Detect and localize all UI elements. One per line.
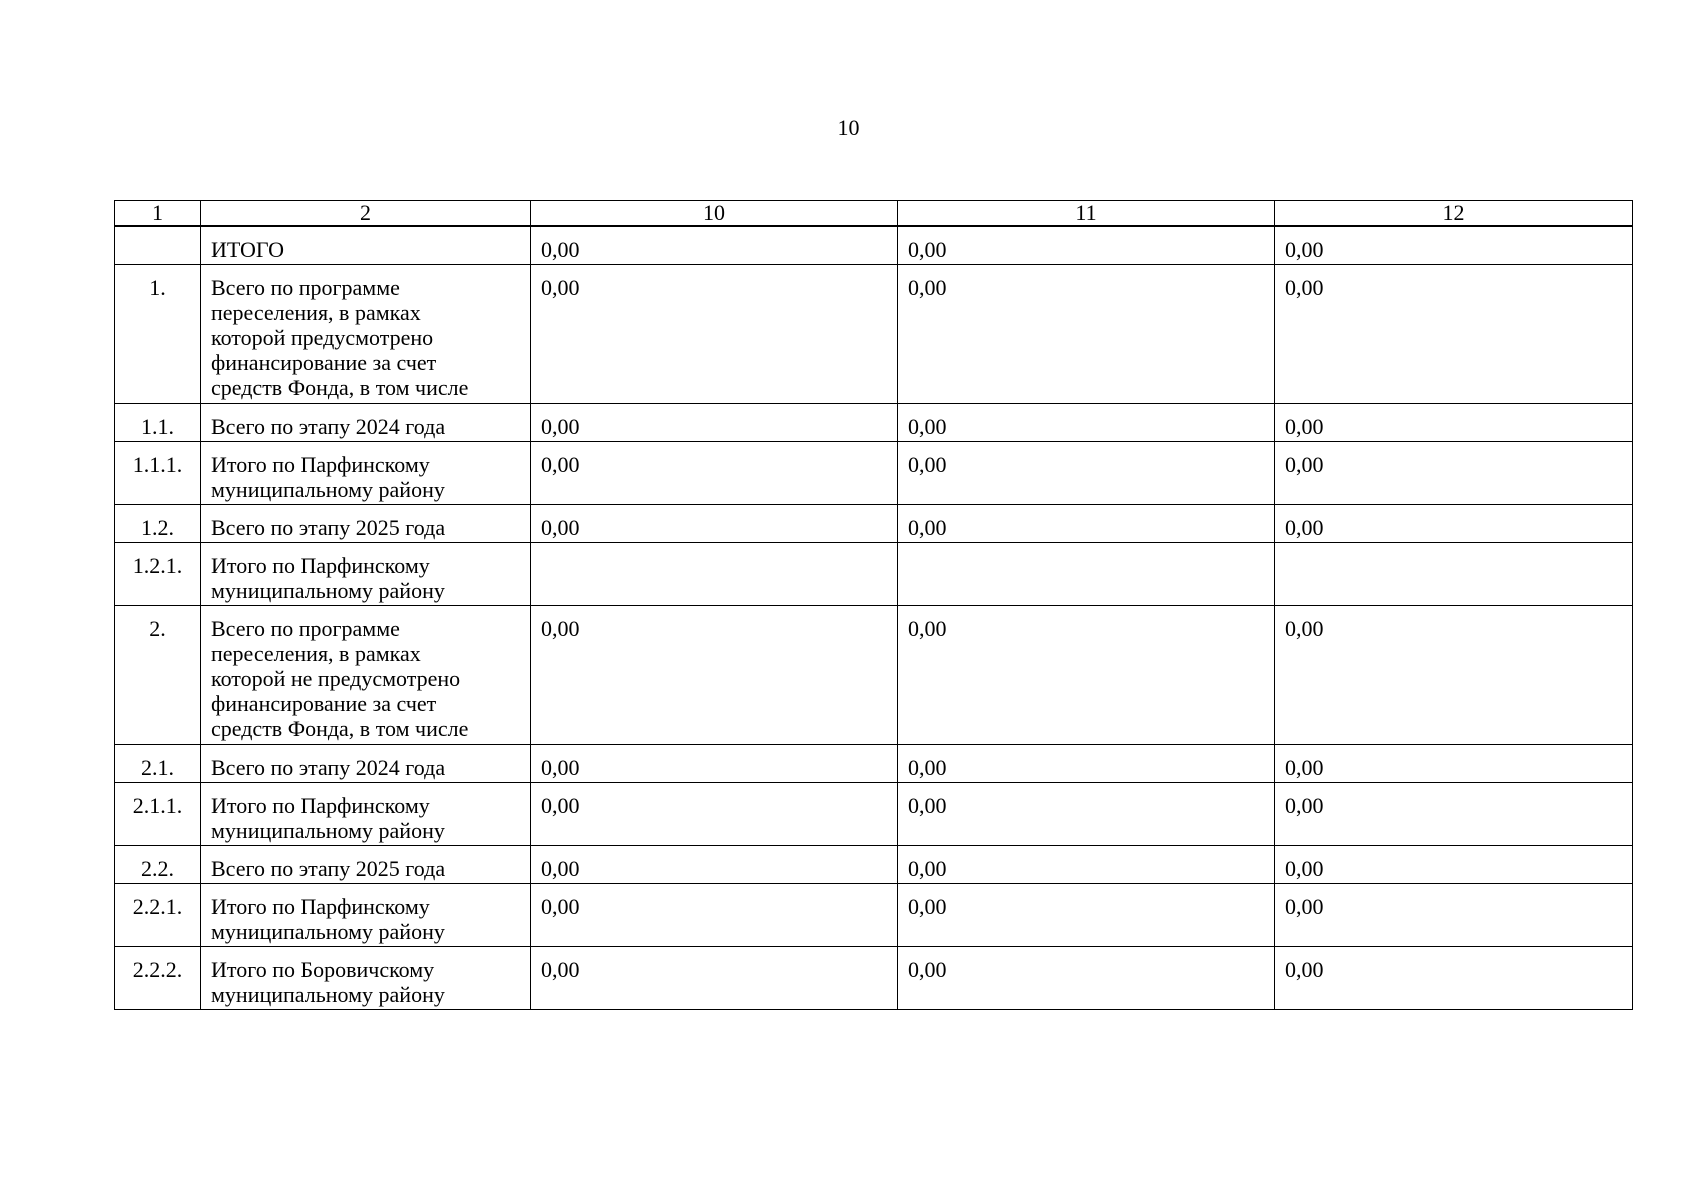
value-cell-10: 0,00 [531, 264, 898, 403]
row-name-cell [201, 441, 531, 504]
row-name-line: Итого по Боровичскому [211, 956, 435, 982]
value-cell-11: 0,00 [898, 264, 1275, 403]
table-row [115, 883, 1633, 946]
table-row [115, 403, 1633, 441]
row-number-cell: 2.2.1. [115, 883, 201, 946]
value-cell-12: 0,00 [1275, 226, 1633, 264]
row-name-cell [201, 744, 531, 782]
table-row [115, 605, 1633, 744]
row-name-cell [201, 504, 531, 542]
row-name-cell [201, 845, 531, 883]
row-number-cell: 1.2. [115, 504, 201, 542]
row-name-line: Итого по Парфинскому [211, 451, 430, 477]
page-number: 10 [837, 115, 860, 140]
table-body [115, 226, 1633, 1009]
table-row [115, 946, 1633, 1009]
value-cell-12: 0,00 [1275, 883, 1633, 946]
row-name-line: Всего по программе [211, 615, 400, 641]
header-col-10: 10 [531, 201, 898, 227]
row-name-line: Всего по этапу 2024 года [211, 754, 446, 780]
table-row [115, 264, 1633, 403]
value-cell-12: 0,00 [1275, 264, 1633, 403]
table-row [115, 441, 1633, 504]
row-name-line: средств Фонда, в том числе [211, 374, 469, 400]
row-name-line: Итого по Парфинскому [211, 893, 430, 919]
row-name-line: муниципальному району [211, 577, 445, 603]
row-name-line: Всего по этапу 2024 года [211, 413, 446, 439]
row-name-line: муниципальному району [211, 817, 445, 843]
row-name-cell [201, 946, 531, 1009]
row-name-line: финансирование за счет [211, 349, 437, 375]
row-name-line: муниципальному району [211, 476, 445, 502]
row-name-line: Всего по этапу 2025 года [211, 514, 446, 540]
value-cell-10: 0,00 [531, 605, 898, 744]
row-name-line: которой не предусмотрено [211, 665, 461, 691]
value-cell-10: 0,00 [531, 504, 898, 542]
value-cell-11: 0,00 [898, 605, 1275, 744]
row-name-line: Всего по программе [211, 274, 400, 300]
value-cell-10 [531, 542, 898, 605]
row-name-line: муниципальному району [211, 918, 445, 944]
row-name-cell [201, 264, 531, 403]
value-cell-11 [898, 542, 1275, 605]
value-cell-11: 0,00 [898, 744, 1275, 782]
value-cell-12: 0,00 [1275, 744, 1633, 782]
value-cell-12: 0,00 [1275, 845, 1633, 883]
value-cell-12: 0,00 [1275, 782, 1633, 845]
row-name-line: переселения, в рамках [211, 299, 421, 325]
table-row [115, 226, 1633, 264]
row-name-line: средств Фонда, в том числе [211, 715, 469, 741]
table-row [115, 542, 1633, 605]
value-cell-11: 0,00 [898, 226, 1275, 264]
row-name-cell [201, 226, 531, 264]
value-cell-11: 0,00 [898, 883, 1275, 946]
row-number-cell [115, 226, 201, 264]
row-name-cell [201, 782, 531, 845]
row-number-cell: 1.2.1. [115, 542, 201, 605]
row-number-cell: 1.1.1. [115, 441, 201, 504]
value-cell-12: 0,00 [1275, 441, 1633, 504]
value-cell-11: 0,00 [898, 504, 1275, 542]
value-cell-12: 0,00 [1275, 946, 1633, 1009]
row-name-cell [201, 542, 531, 605]
value-cell-10: 0,00 [531, 226, 898, 264]
row-name-line: Всего по этапу 2025 года [211, 855, 446, 881]
row-name-line: муниципальному району [211, 981, 445, 1007]
value-cell-11: 0,00 [898, 403, 1275, 441]
table-row [115, 744, 1633, 782]
row-name-cell [201, 883, 531, 946]
header-col-11: 11 [898, 201, 1275, 227]
row-number-cell: 2.1. [115, 744, 201, 782]
value-cell-12: 0,00 [1275, 504, 1633, 542]
row-name-cell [201, 605, 531, 744]
value-cell-11: 0,00 [898, 845, 1275, 883]
header-col-1: 1 [115, 201, 201, 227]
value-cell-10: 0,00 [531, 946, 898, 1009]
value-cell-10: 0,00 [531, 845, 898, 883]
row-number-cell: 2.2. [115, 845, 201, 883]
value-cell-12: 0,00 [1275, 605, 1633, 744]
row-number-cell: 1.1. [115, 403, 201, 441]
row-name-line: финансирование за счет [211, 690, 437, 716]
row-number-cell: 2.2.2. [115, 946, 201, 1009]
row-number-cell: 2. [115, 605, 201, 744]
value-cell-10: 0,00 [531, 782, 898, 845]
header-col-12: 12 [1275, 201, 1633, 227]
value-cell-10: 0,00 [531, 441, 898, 504]
row-name-line: которой предусмотрено [211, 324, 434, 350]
header-col-2: 2 [201, 201, 531, 227]
value-cell-10: 0,00 [531, 403, 898, 441]
table-row [115, 504, 1633, 542]
financing-table [114, 200, 1633, 1010]
value-cell-11: 0,00 [898, 946, 1275, 1009]
table-row [115, 845, 1633, 883]
row-name-cell [201, 403, 531, 441]
row-name-line: ИТОГО [211, 237, 284, 262]
row-name-line: Итого по Парфинскому [211, 792, 430, 818]
header-row [115, 201, 1633, 227]
value-cell-11: 0,00 [898, 782, 1275, 845]
row-name-line: Итого по Парфинскому [211, 552, 430, 578]
row-number-cell: 2.1.1. [115, 782, 201, 845]
value-cell-10: 0,00 [531, 883, 898, 946]
row-number-cell: 1. [115, 264, 201, 403]
table-row [115, 782, 1633, 845]
value-cell-11: 0,00 [898, 441, 1275, 504]
value-cell-10: 0,00 [531, 744, 898, 782]
row-name-line: переселения, в рамках [211, 640, 421, 666]
table-header [115, 201, 1633, 227]
value-cell-12 [1275, 542, 1633, 605]
value-cell-12: 0,00 [1275, 403, 1633, 441]
